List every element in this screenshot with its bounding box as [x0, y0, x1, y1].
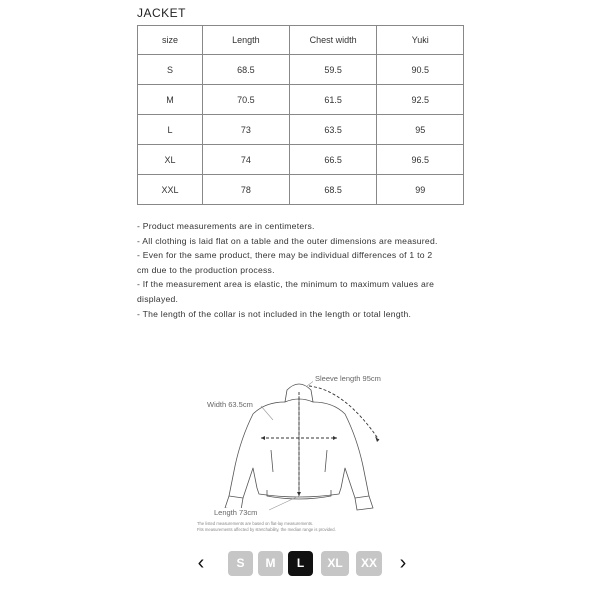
cell-yuki: 90.5 [377, 55, 464, 85]
cell-size: XL [138, 145, 203, 175]
cell-size: L [138, 115, 203, 145]
size-option-xl[interactable]: XL [321, 551, 349, 576]
note-line: - If the measurement area is elastic, the minimum to maximum values are [137, 279, 435, 290]
note-line: displayed. [137, 293, 179, 304]
measurement-diagram [195, 368, 410, 538]
size-option-xx[interactable]: XX [356, 551, 382, 576]
length-label: Length 73cm [214, 508, 258, 517]
sleeve-length-label: Sleeve length 95cm [315, 374, 381, 383]
cell-size: M [138, 85, 203, 115]
cell-length: 68.5 [203, 55, 290, 85]
cell-length: 70.5 [203, 85, 290, 115]
cell-size: XXL [138, 175, 203, 205]
size-chart-table [137, 25, 464, 205]
width-label: Width 63.5cm [207, 400, 253, 409]
cell-yuki: 92.5 [377, 85, 464, 115]
table-row [138, 175, 464, 205]
cell-length: 78 [203, 175, 290, 205]
cell-chest-width: 68.5 [289, 175, 377, 205]
note-line: - All clothing is laid flat on a table and the outer dimensions are measured. [137, 235, 438, 246]
note-line: - Product measurements are in centimeters. [137, 221, 315, 231]
table-row [138, 55, 464, 85]
measurement-notes [137, 219, 477, 321]
table-row [138, 145, 464, 175]
table-header-row [138, 26, 464, 55]
table-row [138, 85, 464, 115]
header-yuki: Yuki [377, 26, 464, 55]
page-title: JACKET [137, 6, 187, 20]
cell-yuki: 99 [377, 175, 464, 205]
diagram-footnote: Fits measurements affected by stretchability, the median range is provided. [197, 527, 336, 532]
cell-length: 74 [203, 145, 290, 175]
cell-length: 73 [203, 115, 290, 145]
chevron-left-icon[interactable]: ‹ [197, 552, 205, 574]
table-row [138, 115, 464, 145]
note-line: cm due to the production process. [137, 264, 275, 275]
note-line: - The length of the collar is not included in the length or total length. [137, 308, 412, 319]
cell-chest-width: 63.5 [289, 115, 377, 145]
size-option-s[interactable]: S [228, 551, 253, 576]
size-option-l[interactable]: L [288, 551, 313, 576]
cell-yuki: 95 [377, 115, 464, 145]
cell-yuki: 96.5 [377, 145, 464, 175]
cell-chest-width: 66.5 [289, 145, 377, 175]
cell-size: S [138, 55, 203, 85]
header-length: Length [203, 26, 290, 55]
note-line: - Even for the same product, there may be individual differences of 1 to 2 [137, 250, 433, 261]
header-size: size [138, 26, 203, 55]
chevron-right-icon[interactable]: › [399, 552, 407, 574]
diagram-footnote: The listed measurements are based on flat-lay measurements. [197, 521, 314, 526]
header-chest-width: Chest width [289, 26, 377, 55]
cell-chest-width: 59.5 [289, 55, 377, 85]
size-option-m[interactable]: M [258, 551, 283, 576]
cell-chest-width: 61.5 [289, 85, 377, 115]
